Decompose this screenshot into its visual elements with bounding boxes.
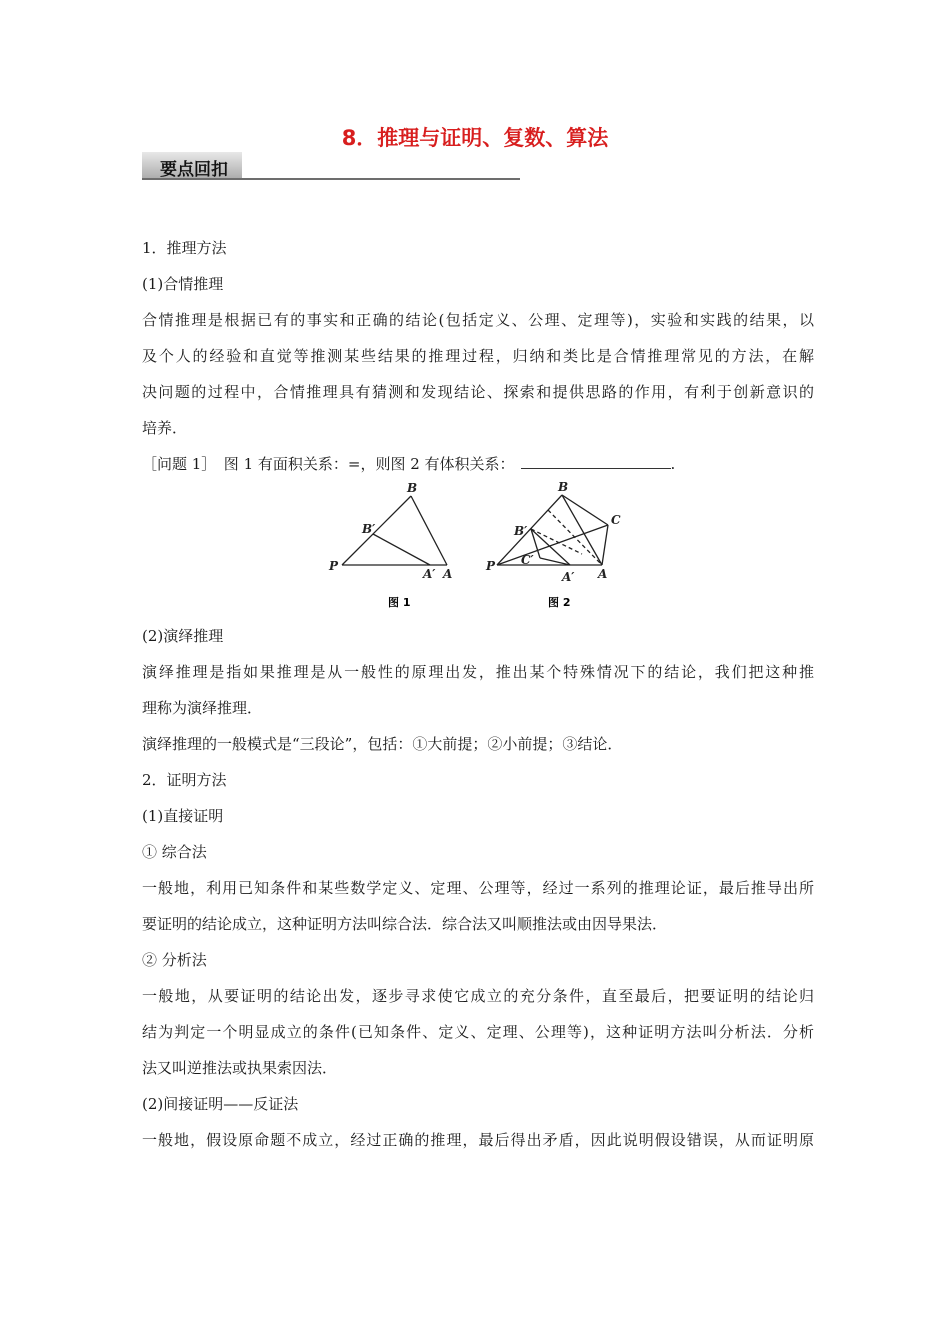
document-body — [142, 230, 814, 1158]
label-c: C — [611, 513, 621, 527]
section-header-label: 要点回扣 — [160, 160, 228, 180]
paragraph-line: 理称为演绎推理． — [142, 699, 263, 717]
paragraph-line: 法又叫逆推法或执果索因法． — [142, 1059, 338, 1077]
paragraph-line: 决问题的过程中，合情推理具有猜测和发现结论、探索和提供思路的作用，有利于创新意识的 — [142, 383, 814, 401]
subheading-indirect-proof: (2)间接证明——反证法 — [142, 1095, 299, 1113]
question-1-text: ［问题 1］ 图 1 有面积关系：=，则图 2 有体积关系： — [142, 455, 515, 473]
label-c-prime: C′ — [521, 553, 534, 567]
paragraph-line: 演绎推理的一般模式是“三段论”，包括：①大前提；②小前提；③结论． — [142, 735, 623, 753]
paragraph-line: 及个人的经验和直觉等推测某些结果的推理过程，归纳和类比是合情推理常见的方法，在解 — [142, 347, 814, 365]
label-a: A — [443, 567, 453, 581]
subheading-plausible-reasoning: (1)合情推理 — [142, 275, 224, 293]
label-p: P — [486, 559, 496, 573]
figure-1-caption: 图 1 — [388, 596, 411, 609]
paragraph-line: 结为判定一个明显成立的条件(已知条件、定义、定理、公理等)，这种证明方法叫分析法．分析 — [142, 1023, 814, 1041]
label-b: B — [558, 482, 569, 494]
label-b-prime: B′ — [514, 524, 528, 538]
answer-blank — [521, 454, 671, 469]
paragraph-line: 一般地，利用已知条件和某些数学定义、定理、公理等，经过一系列的推理论证，最后推导出所 — [142, 879, 814, 897]
subheading-deductive-reasoning: (2)演绎推理 — [142, 627, 224, 645]
section-header — [142, 152, 520, 180]
heading-reasoning-methods: 1．推理方法 — [142, 239, 227, 257]
label-a: A — [598, 567, 608, 581]
figure-row — [142, 482, 814, 618]
label-b-prime: B′ — [362, 522, 376, 536]
figure-2-caption: 图 2 — [548, 596, 571, 609]
subheading-synthetic-method: ① 综合法 — [142, 843, 207, 861]
label-a-prime: A′ — [562, 570, 575, 584]
edge-pb — [342, 496, 411, 565]
paragraph-line: 一般地，假设原命题不成立，经过正确的推理，最后得出矛盾，因此说明假设错误，从而证明原 — [142, 1131, 814, 1149]
edge-bc — [562, 495, 608, 525]
paragraph-line: 演绎推理是指如果推理是从一般性的原理出发，推出某个特殊情况下的结论，我们把这种推 — [142, 663, 814, 681]
heading-proof-methods: 2．证明方法 — [142, 771, 227, 789]
paragraph-line: 要证明的结论成立，这种证明方法叫综合法．综合法又叫顺推法或由因导果法． — [142, 915, 668, 933]
edge-ca — [602, 525, 608, 565]
paragraph-line: 培养． — [142, 419, 188, 437]
label-a-prime: A′ — [423, 567, 436, 581]
question-1-end: . — [670, 455, 676, 473]
subheading-analytic-method: ② 分析法 — [142, 951, 207, 969]
edge-ba — [411, 496, 447, 565]
paragraph-line: 合情推理是根据已有的事实和正确的结论(包括定义、公理、定理等)，实验和实践的结果，以 — [142, 311, 814, 329]
label-b: B — [407, 482, 418, 495]
label-p: P — [329, 559, 339, 573]
figure-1 — [342, 496, 447, 565]
question-1 — [142, 446, 814, 482]
paragraph-line: 一般地，从要证明的结论出发，逐步寻求使它成立的充分条件，直至最后，把要证明的结论归 — [142, 987, 814, 1005]
page-title: 8．推理与证明、复数、算法 — [341, 126, 609, 150]
geometry-figures — [326, 482, 626, 612]
subheading-direct-proof: (1)直接证明 — [142, 807, 224, 825]
edge-bprime-aprime — [373, 534, 430, 565]
